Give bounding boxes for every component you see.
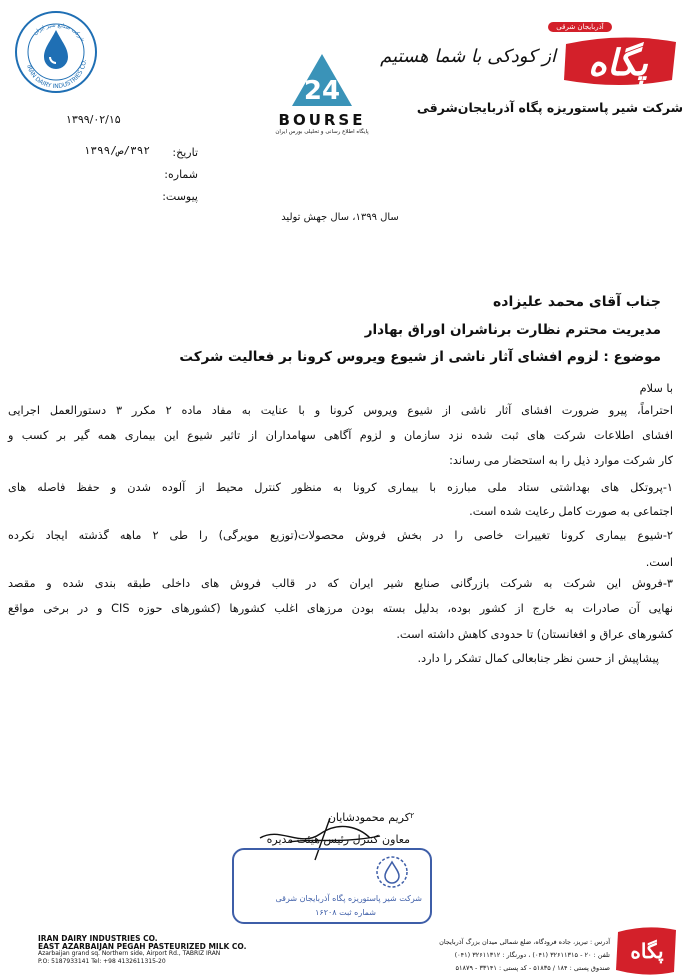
footer-logo-word: پگاه	[630, 939, 664, 963]
bourse-tagline: پایگاه اطلاع رسانی و تحلیلی بورس ایران	[275, 129, 369, 135]
stamp-registration-number: شماره ثبت ۱۶۲۰۸	[315, 908, 376, 917]
year-slogan: سال ۱۳۹۹، سال جهش تولید	[281, 212, 399, 223]
footer-persian	[360, 936, 610, 975]
footer-english	[38, 935, 258, 965]
seal-text: IRAN DAIRY INDUSTRIES CO.	[24, 59, 88, 91]
bourse-emblem-icon	[290, 52, 354, 108]
signer-name: کریم محمودشایان	[327, 811, 410, 824]
stamp-text: شرکت شیر پاستوریزه پگاه آذربایجان شرقی	[275, 894, 422, 903]
footer-postal: صندوق پستی : ۱۸۴ / ۵۱۸۳۵ - کد پستی : ۳۳۱۴۱ - ۵۱۸۷۹	[455, 964, 610, 972]
paragraph-line: کار شرکت موارد ذیل را به استحضار می رساند:	[449, 454, 673, 467]
item-2-line: است.	[645, 556, 673, 569]
addressee-organization: مدیریت محترم نظارت برناشران اوراق بهادار	[364, 322, 661, 338]
iran-dairy-seal-logo	[14, 10, 98, 94]
number-label: شماره:	[164, 168, 198, 181]
footer-en-line: P.O: 5187933141 Tel: +98 4132611315-20	[38, 957, 166, 965]
item-2-line: ۲-شیوع بیماری کرونا تغییرات خاصی را در بخش فروش محصولات(توزیع مویرگی) را طی ۲ ماهه گذشته ایجاد نکرده	[8, 529, 673, 542]
date-label: تاریخ:	[172, 146, 198, 159]
footer-en-line: IRAN DAIRY INDUSTRIES CO.	[38, 934, 158, 943]
company-stamp	[232, 848, 432, 924]
footer-address: آدرس : تبریز، جاده فرودگاه، ضلع شمالی میدان بزرگ آذربایجان	[439, 938, 610, 946]
paragraph-line: احتراماً، پیرو ضرورت افشای آثار ناشی از شیوع ویروس کرونا و با عنایت به مفاد ماده ۲ مکرر ۳ دستورالعمل اجرایی	[8, 404, 673, 417]
item-1-line: ۱-پروتکل های بهداشتی ستاد ملی مبارزه با بیماری کرونا به منظور کنترل محیط از آلوده شدن و حفظ فاصله های	[8, 481, 673, 494]
svg-text:24: 24	[303, 76, 341, 106]
footer-phone: تلفن : ۲۰ - ۳۲۶۱۱۳۱۵ (۰۴۱) ، دورنگار : ۳۲۶۱۱۳۱۲ (۰۴۱)	[454, 951, 610, 959]
paragraph-line: افشای اطلاعات شرکت های ثبت شده نزد سازمان و لزوم آگاهی سهامداران از تاثیر شیوع این بیماری همه گیر بر کسب و	[8, 429, 673, 442]
svg-text:۲: ۲	[410, 811, 415, 820]
meta-date-row	[48, 146, 198, 162]
pegah-footer-logo	[614, 924, 680, 977]
bourse-logo	[262, 52, 382, 138]
item-3-line: ۳-فروش این شرکت به شرکت بازرگانی صنایع شیر ایران که در قالب فروش های داخلی طبقه بندی شده و مقصد	[8, 577, 673, 590]
addressee-name: جناب آقای محمد علیزاده	[493, 294, 661, 310]
greeting: با سلام	[639, 382, 673, 395]
signer-title: معاون کنترل رئیس هیئت مدیره	[266, 833, 410, 846]
closing-thanks: پیشاپیش از حسن نظر جنابعالی کمال تشکر را دارد.	[417, 652, 659, 665]
bourse-wordmark: BOURSE	[278, 111, 366, 129]
item-1-line: اجتماعی به صورت کامل رعایت شده است.	[469, 505, 673, 518]
item-3-line: نهایی آن صادرات به خارج از کشور بوده، بدلیل بسته بودن مرزهای اغلب کشورها (کشورهای حوزه CIS و در برخی مواقع	[8, 602, 673, 615]
item-3-line: کشورهای عراق و افغانستان) تا حدودی کاهش داشته است.	[396, 628, 673, 641]
seal-text-fa: شرکت صنایع شیر ایران	[32, 22, 86, 43]
handwritten-date: ۱۳۹۹/۰۲/۱۵	[66, 113, 121, 126]
company-name: شرکت شیر پاستوریزه پگاه آذربایجان‌شرقی	[416, 100, 683, 115]
footer-en-line: Azarbaijan grand sq. Northern side, Airport Rd., TABRIZ IRAN	[38, 950, 221, 957]
footer-en-line: EAST AZARBAIJAN PEGAH PASTEURIZED MILK CO.	[38, 941, 247, 951]
date-value: ۳۹۲/ص/۱۳۹۹	[83, 144, 150, 157]
company-slogan: از کودکی با شما هستیم	[380, 46, 556, 67]
letter-subject: موضوع : لزوم افشای آثار ناشی از شیوع ویروس کرونا بر فعالیت شرکت	[179, 349, 661, 365]
stamp-emblem-icon	[374, 854, 410, 890]
pegah-region-badge: آذربایجان شرقی	[548, 22, 612, 32]
meta-attachment-row	[48, 190, 198, 206]
meta-number-row	[48, 168, 198, 184]
attachment-label: پیوست:	[162, 190, 198, 203]
pegah-brand-logo: پگاه	[588, 42, 648, 84]
